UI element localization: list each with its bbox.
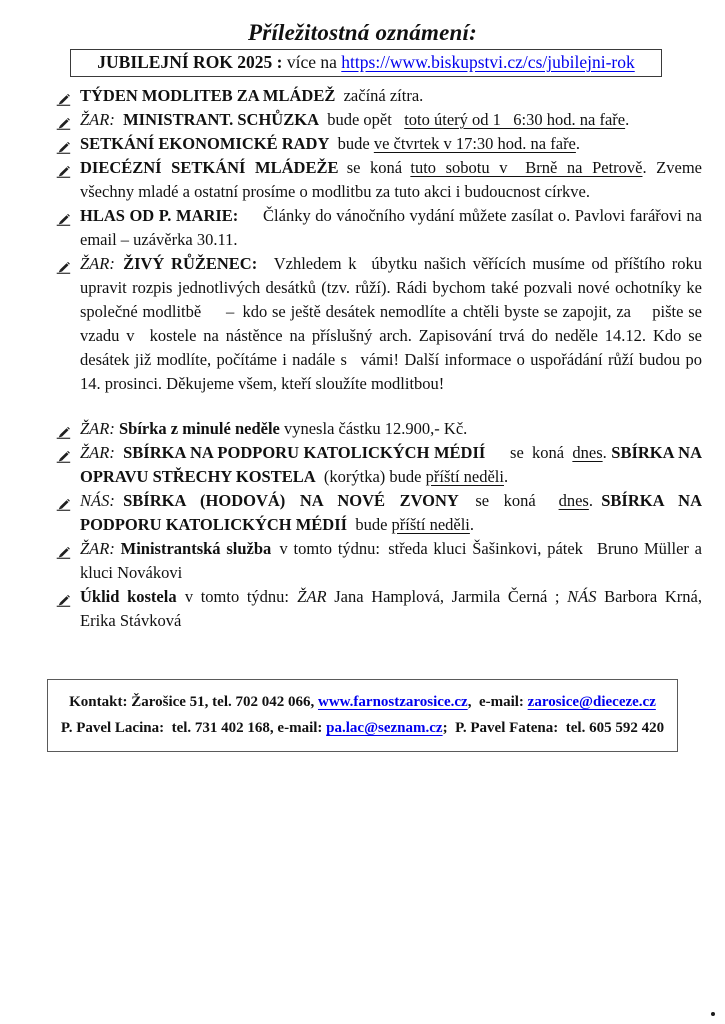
- text-run: SBÍRKA NA OPRAVU STŘECHY KOSTELA: [80, 443, 702, 486]
- text-run: [115, 254, 123, 273]
- text-run: se koná: [338, 158, 411, 177]
- announcement-text: [80, 419, 467, 438]
- text-run: HLAS OD P. MARIE:: [80, 206, 239, 225]
- text-run: příští neděli: [391, 515, 470, 534]
- text-run: ŽAR: [297, 587, 327, 606]
- announcement-list: [55, 84, 702, 633]
- pencil-icon: [56, 89, 71, 102]
- pencil-icon: [56, 542, 71, 555]
- text-run: Články do vánočního vydání můžete zasílat o. Pavlovi farářovi na email – uzávěrka 30.11.: [80, 206, 702, 249]
- text-run: [115, 491, 123, 510]
- text-run: ŽAR:: [80, 254, 115, 273]
- pencil-icon: [56, 161, 71, 174]
- pencil-icon: [56, 209, 71, 222]
- contact-line-2: [52, 717, 673, 739]
- text-run: začíná zítra.: [335, 86, 424, 105]
- text-run: NÁS: [567, 587, 597, 606]
- announcement-item: [55, 537, 702, 585]
- text-run: [115, 443, 123, 462]
- pencil-icon: [56, 590, 71, 603]
- page-title: Příležitostná oznámení:: [248, 20, 477, 45]
- text-run: ŽAR:: [80, 443, 115, 462]
- hyperlink[interactable]: https://www.biskupstvi.cz/cs/jubilejni-rok: [341, 52, 635, 72]
- text-run: příští neděli: [425, 467, 504, 486]
- announcement-text: [80, 587, 702, 630]
- text-run: tuto sobotu v Brně na Petrově: [410, 158, 643, 177]
- text-run: Ministrantská služba: [120, 539, 272, 558]
- text-run: dnes: [572, 443, 603, 462]
- announcement-text: [80, 110, 629, 129]
- text-run: NÁS:: [80, 491, 115, 510]
- pencil-icon: [56, 137, 71, 150]
- text-run: ŽIVÝ RŮŽENEC:: [123, 254, 258, 273]
- text-run: MINISTRANT. SCHŮZKA: [123, 110, 319, 129]
- text-run: TÝDEN MODLITEB ZA MLÁDEŽ: [80, 86, 336, 105]
- text-run: ŽAR:: [80, 110, 115, 129]
- announcement-text: [80, 443, 702, 486]
- announcement-item: [55, 156, 702, 204]
- text-run: ve čtvrtek v 17:30 hod. na faře: [373, 134, 576, 153]
- hyperlink[interactable]: zarosice@dieceze.cz: [527, 694, 656, 710]
- announcement-text: [80, 254, 702, 393]
- text-run: se koná: [485, 443, 573, 462]
- text-run: vynesla částku 12.900,- Kč.: [279, 419, 468, 438]
- text-run: ; P. Pavel Fatena: tel. 605 592 420: [442, 720, 665, 736]
- announcement-item: [55, 417, 702, 441]
- text-run: se koná: [458, 491, 559, 510]
- text-run: bude: [329, 134, 374, 153]
- text-run: Kontakt: Žarošice 51, tel. 702 042 066,: [69, 694, 318, 710]
- text-run: Úklid kostela: [80, 587, 177, 606]
- text-run: .: [602, 443, 612, 462]
- text-run: JUBILEJNÍ ROK 2025 :: [97, 52, 287, 72]
- pencil-icon: [56, 494, 71, 507]
- text-run: .: [588, 491, 602, 510]
- announcement-text: [80, 134, 580, 153]
- text-run: .: [575, 134, 581, 153]
- text-run: Sbírka z minulé neděle: [118, 419, 280, 438]
- text-run: bude: [347, 515, 392, 534]
- announcement-text: [80, 491, 702, 534]
- text-run: bude opět: [318, 110, 405, 129]
- text-run: .: [625, 110, 630, 129]
- announcement-item: [55, 489, 702, 537]
- announcement-item: [55, 204, 702, 252]
- announcement-text: [80, 158, 702, 201]
- contact-box: [47, 679, 678, 752]
- announcement-item: [55, 108, 702, 132]
- text-run: více na: [286, 52, 342, 72]
- pencil-icon: [56, 422, 71, 435]
- pencil-icon: [56, 446, 71, 459]
- text-run: (korýtka) bude: [315, 467, 426, 486]
- text-run: .: [469, 515, 475, 534]
- text-run: v tomto týdnu:: [176, 587, 298, 606]
- text-run: SETKÁNÍ EKONOMICKÉ RADY: [80, 134, 330, 153]
- text-run: P. Pavel Lacina: tel. 731 402 168, e-mail:: [60, 720, 327, 736]
- contact-line-1: [52, 691, 673, 713]
- announcement-text: [80, 206, 702, 249]
- text-run: .: [503, 467, 509, 486]
- text-run: Barbora Krná, Erika Stávková: [80, 587, 702, 630]
- hyperlink[interactable]: pa.lac@seznam.cz: [326, 720, 443, 736]
- text-run: v tomto týdnu: středa kluci Šašinkovi, pátek Bruno Müller a kluci Novákovi: [80, 539, 702, 582]
- text-run: ŽAR:: [80, 419, 115, 438]
- announcement-item: [55, 252, 702, 396]
- announcement-item: [55, 84, 702, 108]
- text-run: SBÍRKA NA PODPORU KATOLICKÝCH MÉDIÍ: [123, 443, 486, 462]
- text-run: , e-mail:: [467, 694, 528, 710]
- text-run: DIECÉZNÍ SETKÁNÍ MLÁDEŽE: [80, 158, 339, 177]
- announcement-item: [55, 441, 702, 489]
- text-run: SBÍRKA NA PODPORU KATOLICKÝCH MÉDIÍ: [80, 491, 702, 534]
- text-run: Vzhledem k úbytku našich věřících musíme od příštího roku upravit rozpis jednotlivých desátků (tzv. růží). Rádi bychom také pozvali nové ochotníky ke společné modlitbě – kdo se ještě desátek nemodlíte a chtěli byste se zapojit, za pište se vzadu v kostele na nástěnce na příslušný arch. Zapisování trvá do neděle 14.12. Kdo se desátek již modlíte, počítáme i nadále s vámi! Další informace o uspořádání růží budou po 14. prosinci. Děkujeme všem, kteří sloužíte modlitbou!: [80, 254, 702, 393]
- text-run: toto úterý od 1 6:30 hod. na faře: [404, 110, 626, 129]
- announcement-item: [55, 585, 702, 633]
- text-run: Jana Hamplová, Jarmila Černá ;: [326, 587, 568, 606]
- jubilee-banner: [70, 49, 662, 77]
- pencil-icon: [56, 257, 71, 270]
- text-run: . Zveme všechny mladé a ostatní prosíme o modlitbu za tuto akci i budoucnost církve.: [80, 158, 702, 201]
- text-run: [115, 110, 123, 129]
- text-run: ŽAR:: [80, 539, 115, 558]
- announcement-text: [80, 86, 423, 105]
- text-run: dnes: [558, 491, 589, 510]
- jubilee-banner-text: [97, 52, 634, 72]
- announcement-item: [55, 132, 702, 156]
- scan-artifact-dot: [711, 1012, 715, 1016]
- pencil-icon: [56, 113, 71, 126]
- hyperlink[interactable]: www.farnostzarosice.cz: [318, 694, 468, 710]
- text-run: SBÍRKA (HODOVÁ) NA NOVÉ ZVONY: [123, 491, 459, 510]
- announcement-text: [80, 539, 702, 582]
